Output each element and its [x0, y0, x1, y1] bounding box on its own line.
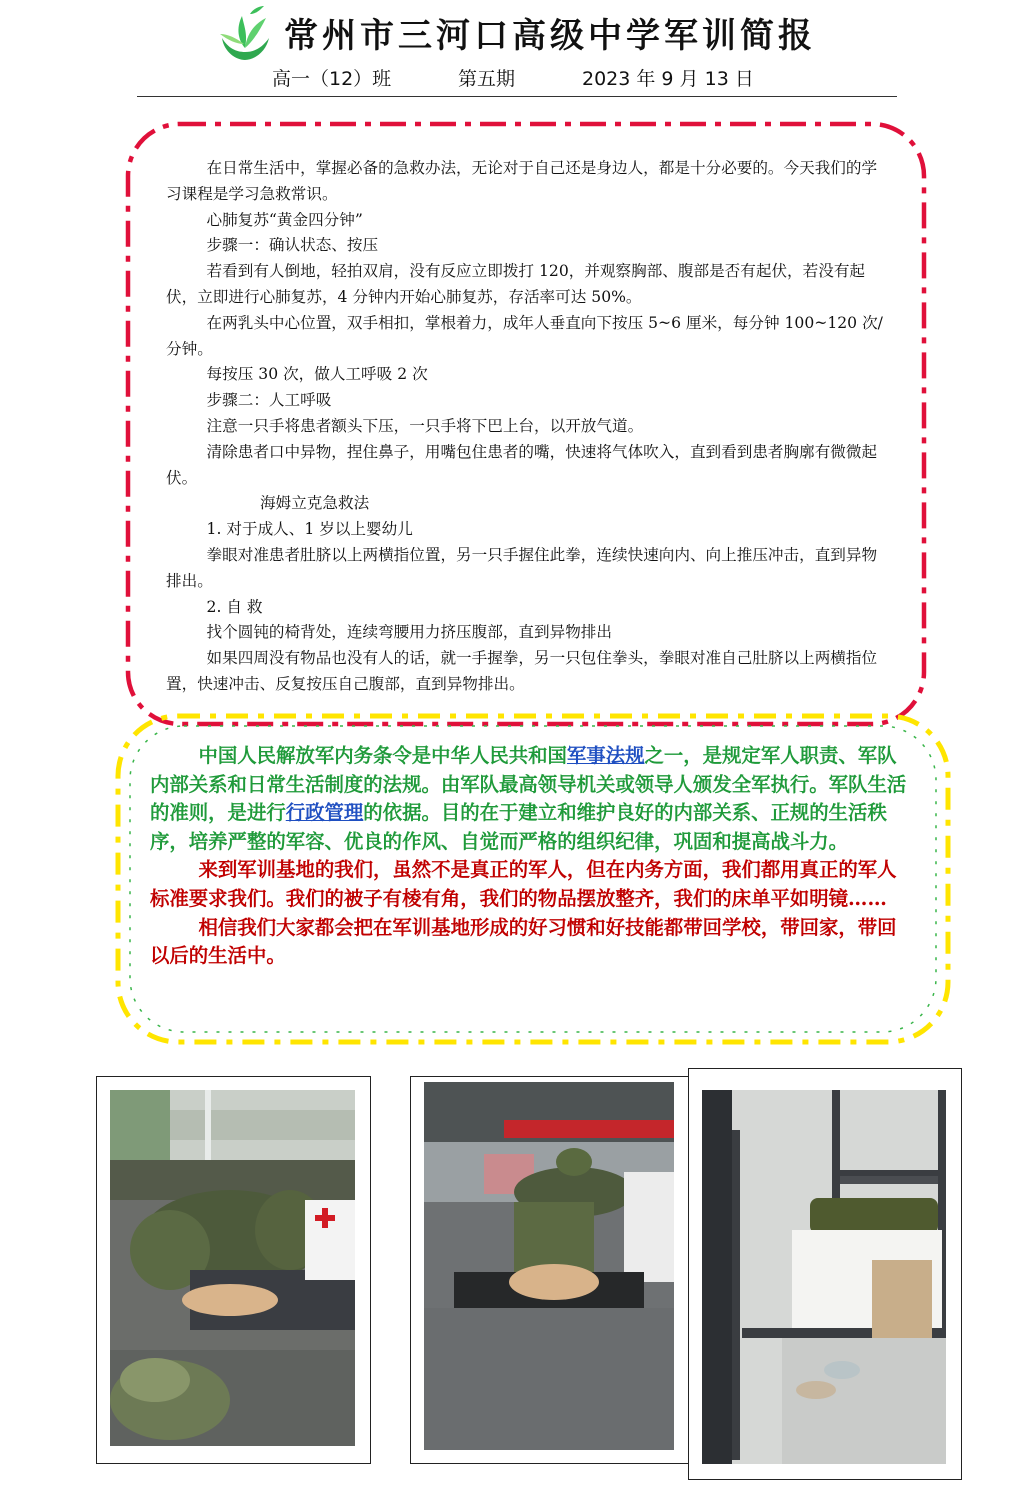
- photo-cpr-demonstration: [424, 1082, 674, 1450]
- paragraph: 清除患者口中异物，捏住鼻子，用嘴包住患者的嘴，快速将气体吹入，直到看到患者胸廓有微微起伏。: [166, 442, 878, 487]
- paragraph: 找个圆钝的椅背处，连续弯腰用力挤压腹部，直到异物排出: [206, 623, 612, 642]
- date-label: 2023 年 9 月 13 日: [582, 68, 754, 90]
- paragraph: 每按压 30 次，做人工呼吸 2 次: [206, 365, 428, 384]
- paragraph: 注意一只手将患者额头下压，一只手将下巴上台，以开放气道。: [206, 416, 644, 435]
- issue-label: 第五期: [458, 68, 516, 90]
- photo-dorm-bunk-bed: [702, 1090, 946, 1464]
- header-divider: [137, 96, 897, 97]
- paragraph: 在日常生活中，掌握必备的急救办法，无论对于自己还是身边人，都是十分必要的。今天我们的学习课程是学习急救常识。: [166, 159, 878, 203]
- paragraph: 若看到有人倒地，轻拍双肩，没有反应立即拨打 120，并观察胸部、腹部是否有起伏，若没有起伏，立即进行心肺复苏，4 分钟内开始心肺复苏，存活率可达 50%。: [166, 262, 866, 306]
- text: 的依据。目的在于建立和维护良好的内部关系、正规的生活秩序，培养严整的军容、优良的作风、自觉而严格的组织纪律，巩固和提高战斗力。: [150, 801, 887, 853]
- page-title: 常州市三河口高级中学军训简报: [284, 16, 816, 56]
- paragraph: 步骤一：确认状态、按压: [206, 236, 379, 255]
- paragraph: 2. 自 救: [206, 597, 263, 616]
- paragraph: 步骤二：人工呼吸: [206, 391, 332, 410]
- paragraph: 心肺复苏“黄金四分钟”: [206, 210, 363, 229]
- header-info: [0, 64, 1024, 90]
- paragraph: 在两乳头中心位置，双手相扣，掌根着力，成年人垂直向下按压 5~6 厘米，每分钟 100~120 次/分钟。: [166, 313, 883, 358]
- link-military-regulations[interactable]: 军事法规: [566, 744, 645, 767]
- text: 中国人民解放军内务条令是中华人民共和国: [198, 744, 567, 767]
- discipline-article: [150, 742, 910, 971]
- first-aid-article: [166, 156, 890, 698]
- class-label: 高一（12）班: [272, 68, 392, 90]
- paragraph: 1. 对于成人、1 岁以上婴幼儿: [206, 520, 413, 539]
- school-logo-icon: [214, 4, 276, 64]
- section-heading: 海姆立克急救法: [260, 494, 370, 513]
- paragraph-conclusion: 相信我们大家都会把在军训基地形成的好习惯和好技能都带回学校，带回家，带回以后的生活中。: [150, 915, 897, 968]
- link-administrative-management[interactable]: 行政管理: [285, 801, 364, 825]
- paragraph: 如果四周没有物品也没有人的话，就一手握拳，另一只包住拳头，拳眼对准自己肚脐以上两横指位置，快速冲击、反复按压自己腹部，直到异物排出。: [166, 649, 878, 693]
- photo-cpr-training-group: [110, 1090, 355, 1446]
- paragraph: 拳眼对准患者肚脐以上两横指位置，另一只手握住此拳，连续快速向内、向上推压冲击，直到异物排出。: [166, 545, 878, 590]
- text: 之一，是规定军人职责、军队内部关系和日常生活制度的法规。由军队最高领导机关或领导人颁发全军执行。军队生活的准则，是进行: [150, 744, 907, 825]
- paragraph-regulations: [150, 742, 910, 856]
- paragraph-base-life: 来到军训基地的我们，虽然不是真正的军人，但在内务方面，我们都用真正的军人标准要求我们。我们的被子有棱有角，我们的物品摆放整齐，我们的床单平如明镜……: [150, 858, 897, 910]
